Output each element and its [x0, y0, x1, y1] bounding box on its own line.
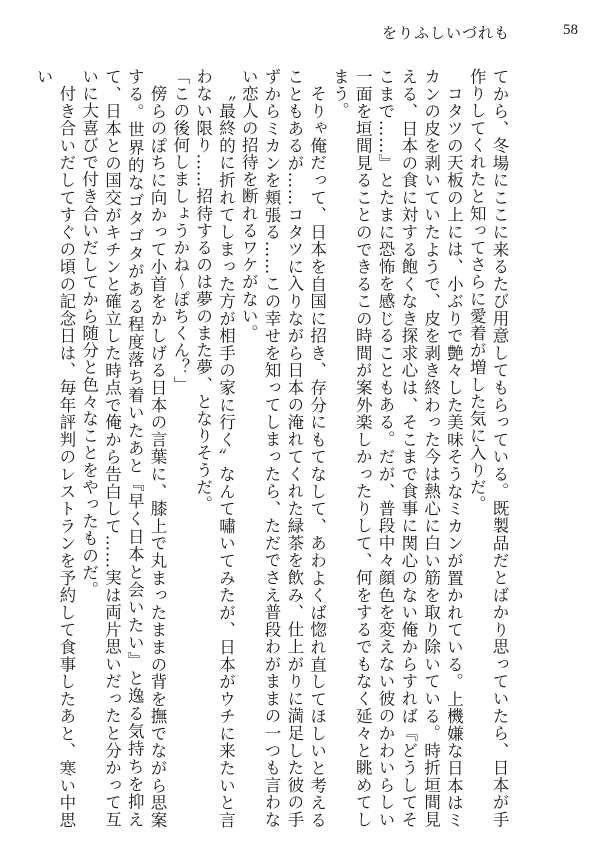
- page-number: 58: [563, 22, 578, 38]
- vertical-body-text: [34, 68, 510, 828]
- running-title: をりふしいづれも: [381, 24, 510, 42]
- paragraph-3: そりゃ俺だって、日本を自国に招き、存分にもてなして、あわよくば惚れ直してほしいと考えることもあるが……コタツに入りながら日本の淹れてくれた緑茶を飲み、仕上がりに満足した彼の手ずからミカンを頬張る……この幸せを知ってしまったら、ただでさえ普段わがままの一つも言わない恋人の招待を断れるワケがない。: [239, 68, 327, 828]
- running-head: [0, 22, 610, 42]
- paragraph-5: 傍らのぽちに向かって小首をかしげる日本の言葉に、膝上で丸まったままの背を撫でながら思案する。世界的なゴタゴタがある程度落ち着いたあと『早く日本と会いたい』と逸る気持ちを抑えて、日本との国交がキチンと確立した時点で俺から告白して……実は両片思いだったと分かって互いに大喜びで付き合いだしてから随分と色々なことをやったものだ。: [79, 68, 168, 828]
- dialogue-line: 「この後何しましょうかね～ぽちくん？」: [170, 68, 190, 393]
- paragraph-4: 〝最終的に折れてしまった方が相手の家に行く〟なんて嘯いてみたが、日本がウチに来たいと言わない限り……招待するのは夢のまた夢、となりそうだ。: [193, 68, 236, 828]
- paragraph-1: てから、冬場にここに来るたび用意してもらっている。既製品だとばかり思っていたら、日本が手作りしてくれたと知ってさらに愛着が増した気に入りだ。: [467, 68, 509, 828]
- paragraph-6: 付き合いだしてすぐの頃の記念日は、毎年評判のレストランを予約して食事したあと、寒い中思い: [34, 68, 76, 828]
- paragraph-2: コタツの天板の上には、小ぶりで艶々した美味そうなミカンが置かれている。上機嫌な日本はミカンの皮を剥いていたようで、皮を剥き終わった今は熱心に白い筋を取り除いている。時折垣間見える、日本の食に対する飽くなき探求心は、そこまで食事に関心のない俺からすれば『どうしてそこまで……』とたまに恐怖を感じることもある。だが、普段中々顔色を変えない彼のかわいらしい一面を垣間見ることのできるこの時間が案外楽しかったりして、何をするでもなく延々と眺めてしまう。: [330, 68, 464, 828]
